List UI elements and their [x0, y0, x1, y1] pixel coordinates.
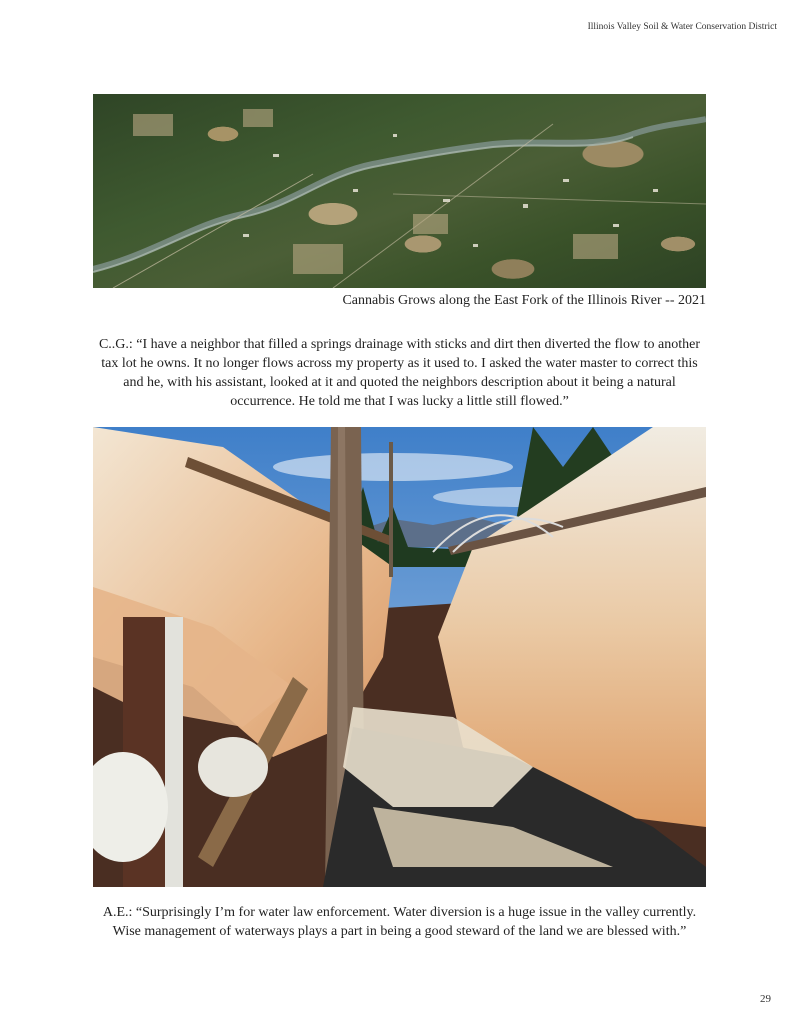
quote-ae: A.E.: “Surprisingly I’m for water law enforcement. Water diversion is a huge issue in the valley currently. Wise management of waterways plays a part in being a good steward of the land we are blessed with.”	[102, 905, 697, 939]
satellite-photo	[93, 94, 706, 288]
page-number: 29	[760, 993, 771, 1005]
running-header: Illinois Valley Soil & Water Conservation District	[587, 22, 777, 32]
collapsed-hoophouses-image	[93, 427, 706, 887]
river-satellite-image	[93, 94, 706, 288]
greenhouse-photo	[93, 427, 706, 887]
figure-caption: Cannabis Grows along the East Fork of the Illinois River -- 2021	[342, 293, 706, 308]
quote-cg: C..G.: “I have a neighbor that filled a springs drainage with sticks and dirt then diverted the flow to another tax lot he owns. It no longer flows across my property as it used to. I asked the water master to correct this and he, with his assistant, looked at it and quoted the neighbors description about it being a natural occurrence. He told me that I was lucky a little still flowed.”	[98, 337, 701, 409]
